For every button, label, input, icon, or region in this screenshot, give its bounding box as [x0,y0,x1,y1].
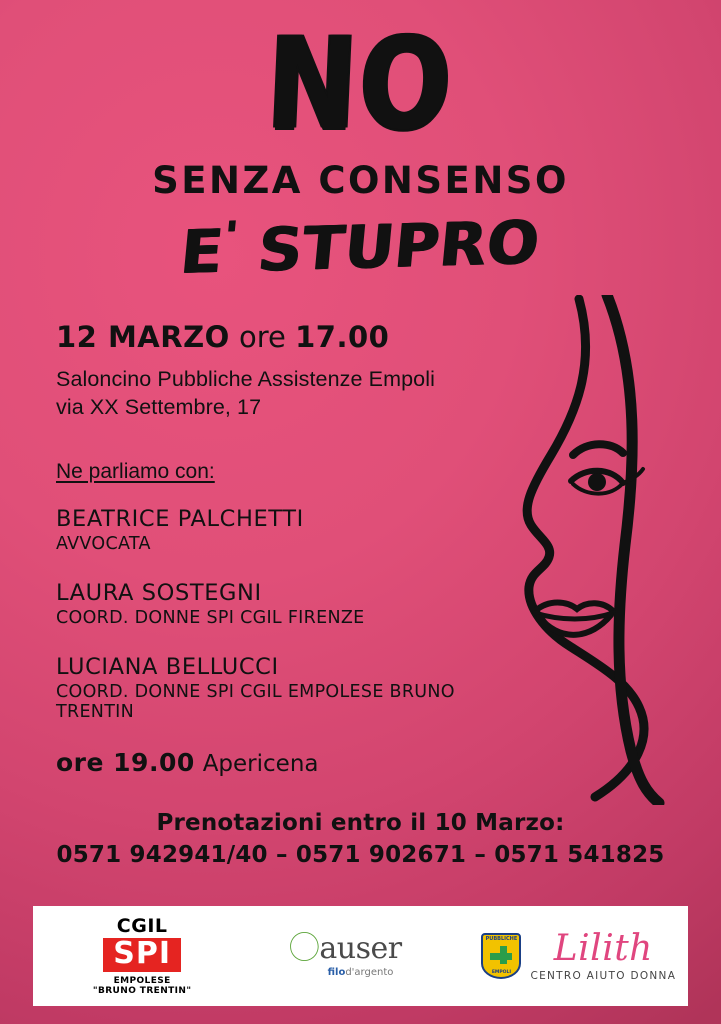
shield-bottom-text: EMPOLI [491,970,512,975]
apericena-hour: ore 19.00 [56,747,195,777]
headline-senza-consenso: SENZA CONSENSO [152,158,569,202]
list-item [56,580,526,628]
event-time-label: ore [239,320,286,354]
headline-no: NO [264,10,457,159]
speaker-list [56,506,526,722]
speaker-name: BEATRICE PALCHETTI [56,505,304,532]
auser-subtitle-prefix: filo [327,967,346,978]
apericena-label: Apericena [202,750,319,777]
auser-wordmark [319,931,402,966]
booking-title: Prenotazioni entro il 10 Marzo: [156,810,565,836]
list-item [56,506,526,554]
event-datetime [56,320,526,354]
cross-vertical [500,946,507,964]
booking-phones: 0571 942941/40 – 0571 902671 – 0571 541825 [56,842,665,868]
speaker-role: COORD. DONNE SPI CGIL EMPOLESE BRUNO TRENTIN [56,681,455,722]
headline-stupro [178,205,543,288]
event-date: 12 MARZO [56,320,230,354]
headline-stupro-apostrophe: ' [222,213,241,260]
headline-stupro-wrap [0,202,721,288]
booking-info [0,810,721,868]
poster-headline [0,0,721,288]
poster-body [56,320,526,777]
venue-line-1: Saloncino Pubbliche Assistenze Empoli [56,367,435,391]
logo-cgil-spi [33,906,251,1006]
list-item [56,654,526,722]
sponsor-logo-strip [33,906,688,1006]
venue-line-2: via XX Settembre, 17 [56,395,262,420]
cgil-subtitle-2: "BRUNO TRENTIN" [92,985,192,996]
speaker-name: LUCIANA BELLUCCI [56,653,279,680]
cgil-subtitle-1: EMPOLESE [113,975,171,986]
auser-subtitle-suffix: d'argento [345,967,394,978]
headline-stupro-prefix: E [177,216,227,288]
speaker-name: LAURA SOSTEGNI [56,579,262,606]
auser-subtitle [319,968,401,978]
spi-wordmark: SPI [103,938,181,972]
event-time: 17.00 [295,320,390,354]
talk-with-label: Ne parliamo con: [56,459,215,483]
speaker-role: COORD. DONNE SPI CGIL FIRENZE [56,607,365,628]
auser-name: auser [319,931,402,966]
shield-top-text: PUBBLICHE [485,936,518,942]
lilith-tagline: CENTRO AIUTO DONNA [530,969,677,982]
logo-auser [251,906,469,1006]
apericena-line [56,748,526,777]
lilith-wordmark: Lilith [553,927,653,969]
pubbliche-assistenze-shield-icon [481,933,521,979]
headline-no-wrap [0,10,721,159]
headline-stupro-main: STUPRO [255,207,543,286]
speaker-role: AVVOCATA [56,533,151,554]
logo-lilith [470,906,688,1006]
event-venue [56,365,526,422]
cgil-wordmark: CGIL [116,914,168,937]
